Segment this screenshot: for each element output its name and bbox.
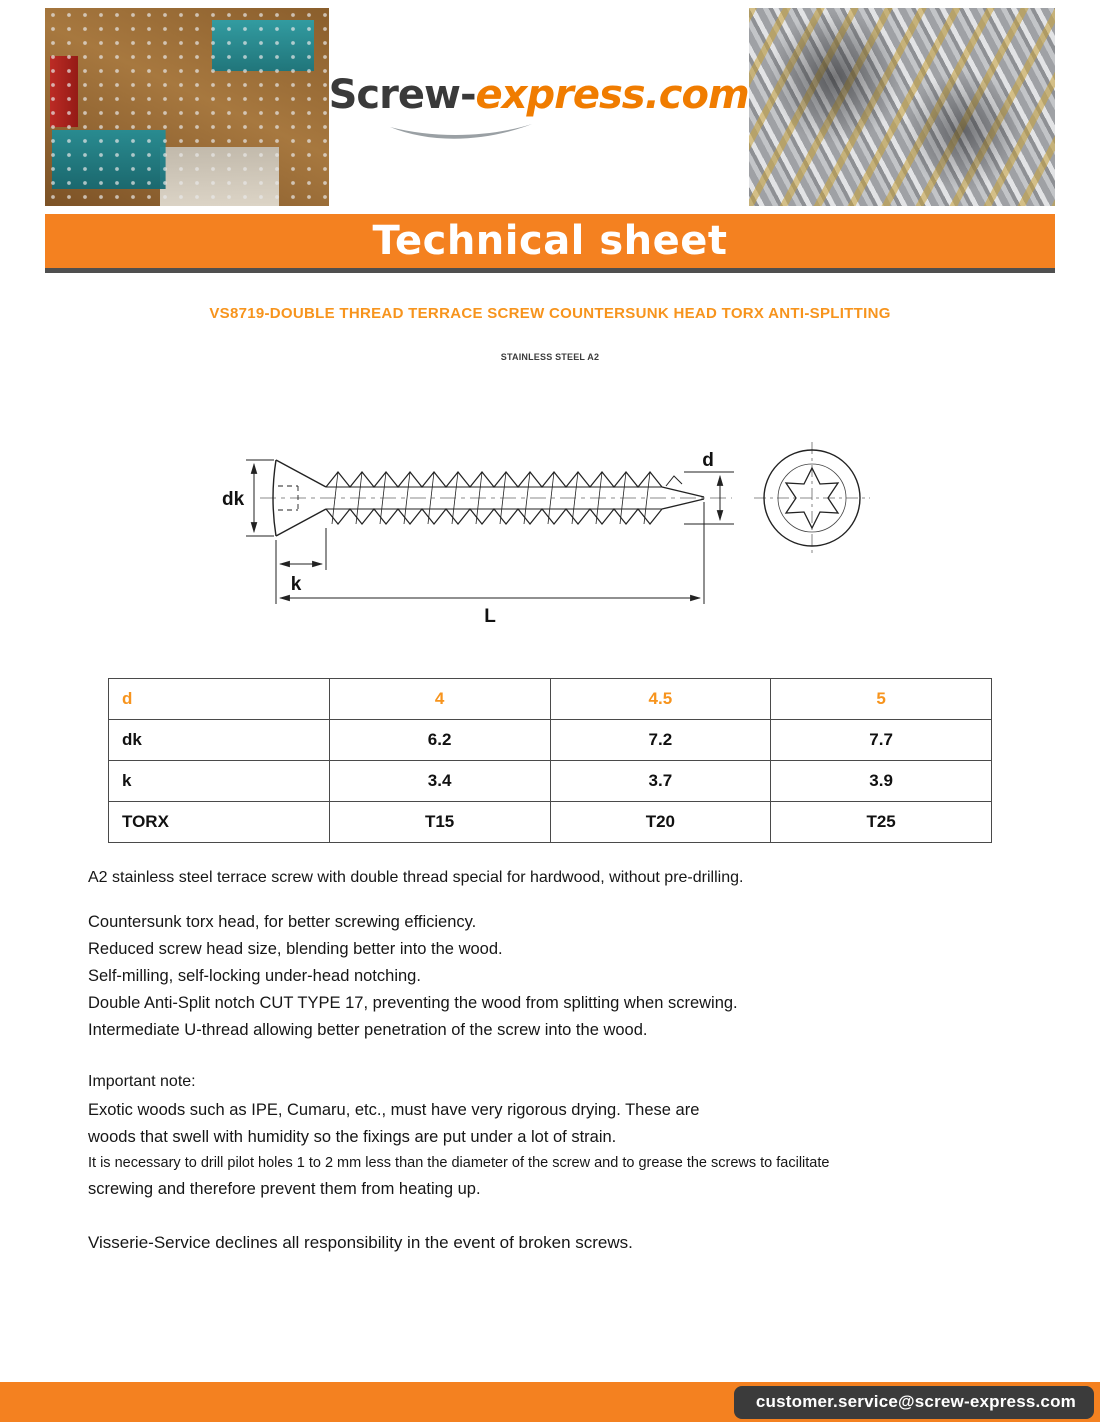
table-header-label: d <box>109 679 330 720</box>
table-cell: 4 <box>329 679 550 720</box>
table-cell: 6.2 <box>329 720 550 761</box>
table-cell: 3.4 <box>329 761 550 802</box>
table-row-d <box>109 679 992 720</box>
table-row-label: k <box>109 761 330 802</box>
table-cell: 7.7 <box>771 720 992 761</box>
product-title: VS8719-DOUBLE THREAD TERRACE SCREW COUNTERSUNK HEAD TORX ANTI-SPLITTING <box>209 305 891 322</box>
feature-line: Self-milling, self-locking under-head notching. <box>88 967 421 985</box>
k-label: k <box>290 574 302 595</box>
logo-text <box>329 72 749 118</box>
note-line: woods that swell with humidity so the fixings are put under a lot of strain. <box>88 1128 617 1146</box>
note-line: It is necessary to drill pilot holes 1 to 2 mm less than the diameter of the screw and to grease the screws to facilitate <box>88 1155 830 1171</box>
table-cell: T15 <box>329 802 550 843</box>
note-title: Important note: <box>88 1073 196 1090</box>
table-cell: 7.2 <box>550 720 771 761</box>
table-row-torx <box>109 802 992 843</box>
footer-bar <box>0 1382 1100 1422</box>
screws-pile-photo <box>749 8 1055 206</box>
screw-diagram-svg <box>220 408 880 638</box>
material-subtitle: STAINLESS STEEL A2 <box>500 352 600 362</box>
table-cell: 3.9 <box>771 761 992 802</box>
d-label: d <box>702 450 714 471</box>
table-cell: 3.7 <box>550 761 771 802</box>
banner-title: Technical sheet <box>372 218 728 264</box>
table-cell: T25 <box>771 802 992 843</box>
table-row-label: TORX <box>109 802 330 843</box>
features-list <box>88 909 1040 1044</box>
logo-swoosh <box>386 122 536 142</box>
workbench-photo <box>45 8 329 206</box>
feature-line: Double Anti-Split notch CUT TYPE 17, preventing the wood from splitting when screwing. <box>88 994 738 1012</box>
logo-text-dark: Screw- <box>328 72 476 118</box>
feature-line: Countersunk torx head, for better screwing efficiency. <box>88 913 477 931</box>
note-line: Exotic woods such as IPE, Cumaru, etc., must have very rigorous drying. These are <box>88 1101 700 1119</box>
feature-line: Reduced screw head size, blending better into the wood. <box>88 940 503 958</box>
note-line: screwing and therefore prevent them from heating up. <box>88 1180 481 1198</box>
customer-service-email: customer.service@screw-express.com <box>734 1386 1094 1419</box>
important-note <box>88 1068 1040 1203</box>
description <box>88 869 1040 1253</box>
L-label: L <box>484 606 496 627</box>
dk-label: dk <box>222 489 245 510</box>
screw-side-view <box>273 460 704 536</box>
spec-table <box>108 678 992 843</box>
logo-text-orange: express.com <box>475 72 749 118</box>
torx-head-view <box>754 442 870 554</box>
intro-paragraph: A2 stainless steel terrace screw with double thread special for hardwood, without pre-drilling. <box>88 869 744 886</box>
technical-drawing <box>0 408 1100 638</box>
table-row-k <box>109 761 992 802</box>
table-cell: T20 <box>550 802 771 843</box>
table-cell: 4.5 <box>550 679 771 720</box>
header <box>0 0 1100 206</box>
disclaimer: Visserie-Service declines all responsibility in the event of broken screws. <box>88 1233 633 1252</box>
table-cell: 5 <box>771 679 992 720</box>
table-row-label: dk <box>109 720 330 761</box>
banner <box>45 214 1055 273</box>
logo <box>329 8 749 206</box>
feature-line: Intermediate U-thread allowing better penetration of the screw into the wood. <box>88 1021 648 1039</box>
table-row-dk <box>109 720 992 761</box>
